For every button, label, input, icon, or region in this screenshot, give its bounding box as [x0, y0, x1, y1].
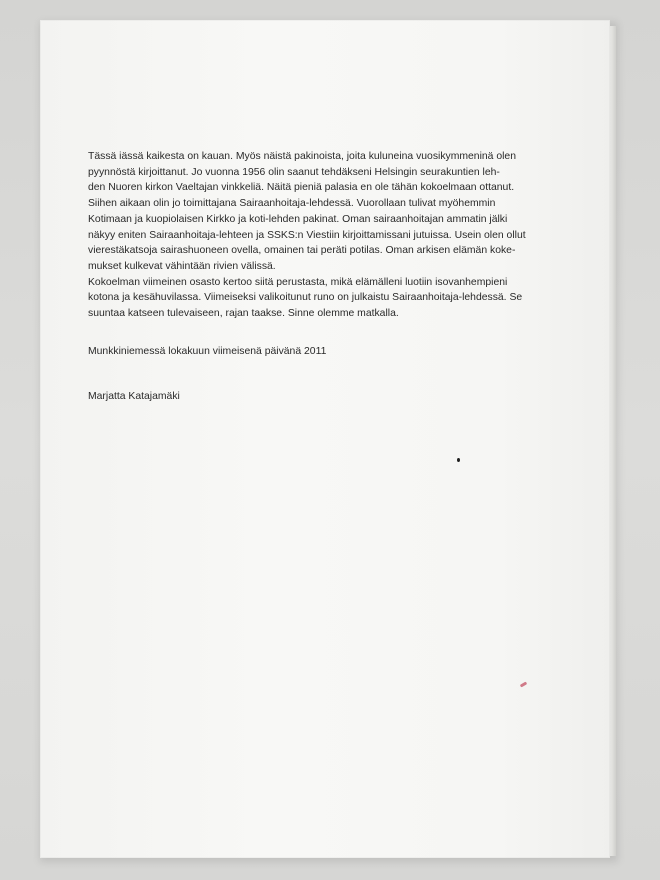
- book-back-cover: [40, 20, 610, 858]
- text-line: suuntaa katseen tulevaiseen, rajan taakse. Sinne olemme matkalla.: [88, 308, 399, 320]
- place-and-date: Munkkiniemessä lokakuun viimeisenä päivänä 2011: [88, 346, 327, 357]
- author-name: Marjatta Katajamäki: [88, 391, 180, 402]
- text-line: vierestäkatsoja sairashuoneen ovella, omainen tai peräti potilas. Oman arkisen elämän koke-: [88, 245, 516, 257]
- text-line: näkyy eniten Sairaanhoitaja-lehteen ja SSKS:n Viestiin kirjoittamissani jutuissa. Usein olen ollut: [88, 229, 526, 241]
- text-line: Kokoelman viimeinen osasto kertoo siitä perustasta, mikä elämälleni luotiin isovanhempieni: [88, 276, 508, 288]
- text-line: pyynnöstä kirjoittanut. Jo vuonna 1956 olin saanut tehdäkseni Helsingin seurakuntien leh-: [88, 166, 500, 178]
- text-line: kotona ja kesähuvilassa. Viimeiseksi valikoitunut runo on julkaistu Sairaanhoitaja-lehdessä. Se: [88, 292, 523, 304]
- text-line: mukset kulkevat vähintään rivien välissä.: [88, 260, 276, 272]
- back-cover-text: [88, 149, 563, 322]
- text-line: Kotimaan ja kuopiolaisen Kirkko ja koti-lehden pakinat. Oman sairaanhoitajan ammatin jälki: [88, 213, 508, 225]
- ink-speck: [457, 458, 460, 462]
- text-line: Tässä iässä kaikesta on kauan. Myös näistä pakinoista, joita kuluneina vuosikymmeninä olen: [88, 151, 516, 162]
- text-line: Siihen aikaan olin jo toimittajana Sairaanhoitaja-lehdessä. Vuorollaan tulivat myöhemmin: [88, 198, 496, 210]
- text-line: den Nuoren kirkon Vaeltajan vinkkeliä. Näitä pieniä palasia en ole tähän kokoelmaan ottanut.: [88, 182, 515, 194]
